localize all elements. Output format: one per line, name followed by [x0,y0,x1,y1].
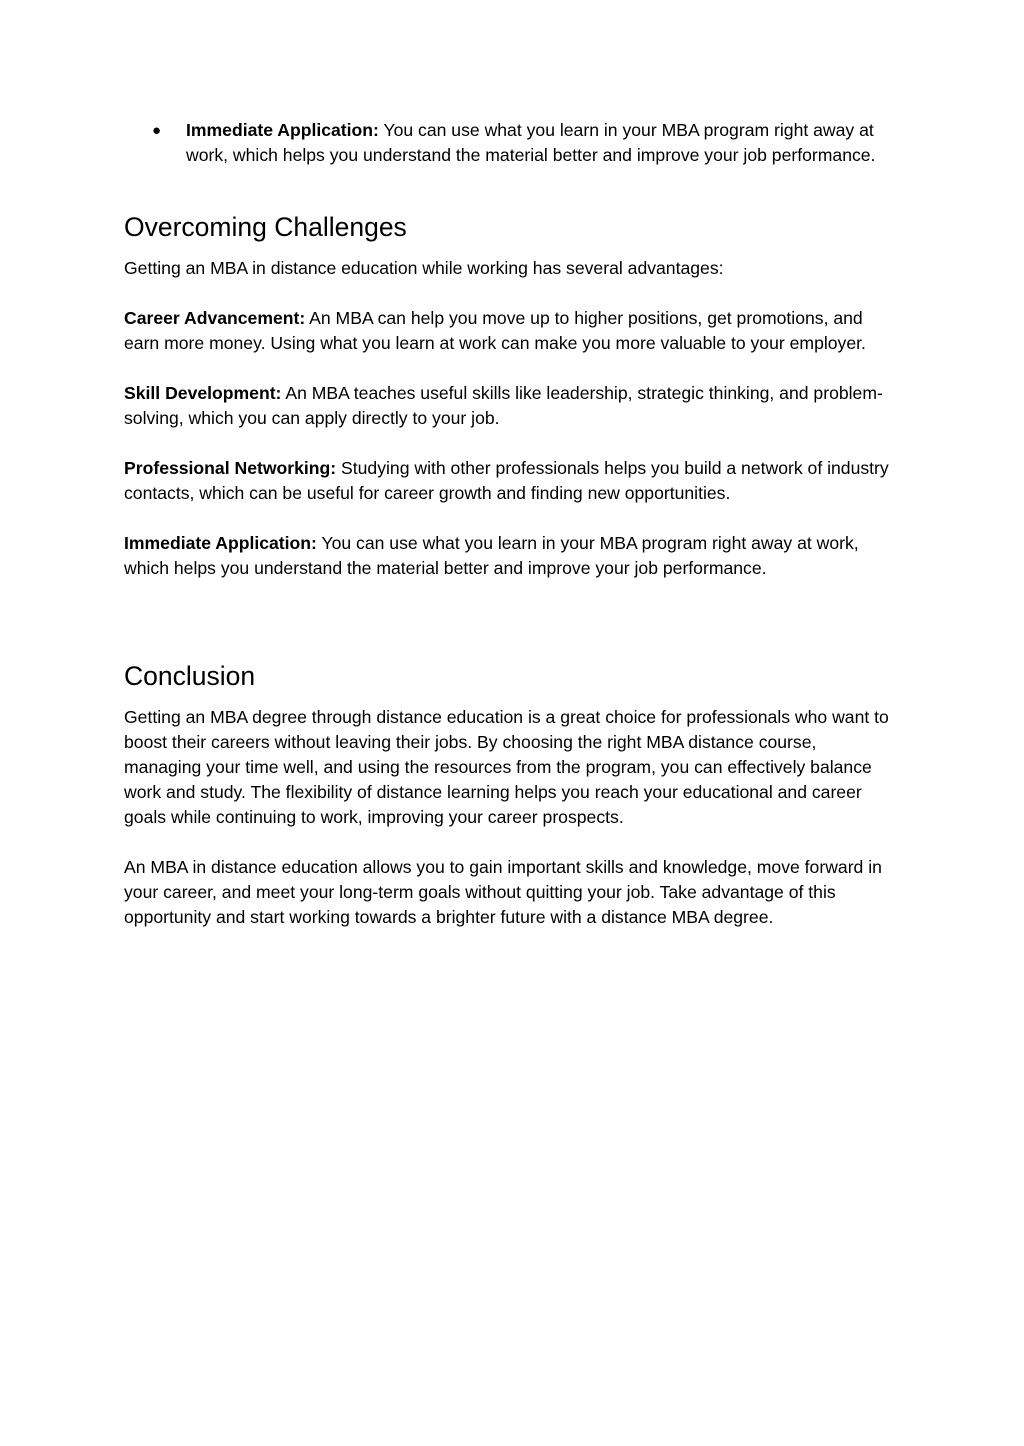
advantage-term: Immediate Application: [124,533,317,553]
bullet-term: Immediate Application: [186,120,379,140]
advantage-text: Studying with other professionals helps you build a network of industry contacts, which can be useful for career growth and finding new opportunities. [124,458,889,503]
advantage-term: Professional Networking: [124,458,337,478]
advantage-text: You can use what you learn in your MBA program right away at work, which helps you understand the material better and improve your job performance. [124,533,859,578]
advantage-paragraph [124,381,896,431]
advantage-text: An MBA can help you move up to higher positions, get promotions, and earn more money. Using what you learn at work can make you more valuable to your employer. [124,308,866,353]
advantage-term: Career Advancement: [124,308,306,328]
document-page [124,118,896,930]
bullet-list-item [124,118,896,168]
advantage-term: Skill Development: [124,383,282,403]
advantage-paragraph [124,306,896,356]
advantage-paragraph [124,531,896,581]
bullet-text: You can use what you learn in your MBA program right away at work, which helps you understand the material better and improve your job performance. [186,120,876,165]
section-heading-overcoming: Overcoming Challenges [124,212,407,242]
section-intro: Getting an MBA in distance education while working has several advantages: [124,258,724,278]
section-heading-conclusion: Conclusion [124,661,256,691]
conclusion-paragraph: An MBA in distance education allows you to gain important skills and knowledge, move forward in your career, and meet your long-term goals without quitting your job. Take advantage of this opportunity and start working towards a brighter future with a distance MBA degree. [124,857,882,927]
advantage-text: An MBA teaches useful skills like leadership, strategic thinking, and problem-solving, which you can apply directly to your job. [124,383,883,428]
bullet-icon: ● [152,122,162,139]
advantage-paragraph [124,456,896,506]
conclusion-paragraph: Getting an MBA degree through distance education is a great choice for professionals who want to boost their careers without leaving their jobs. By choosing the right MBA distance course, managing your time well, and using the resources from the program, you can effectively balance work and study. The flexibility of distance learning helps you reach your educational and career goals while continuing to work, improving your career prospects. [124,707,889,827]
